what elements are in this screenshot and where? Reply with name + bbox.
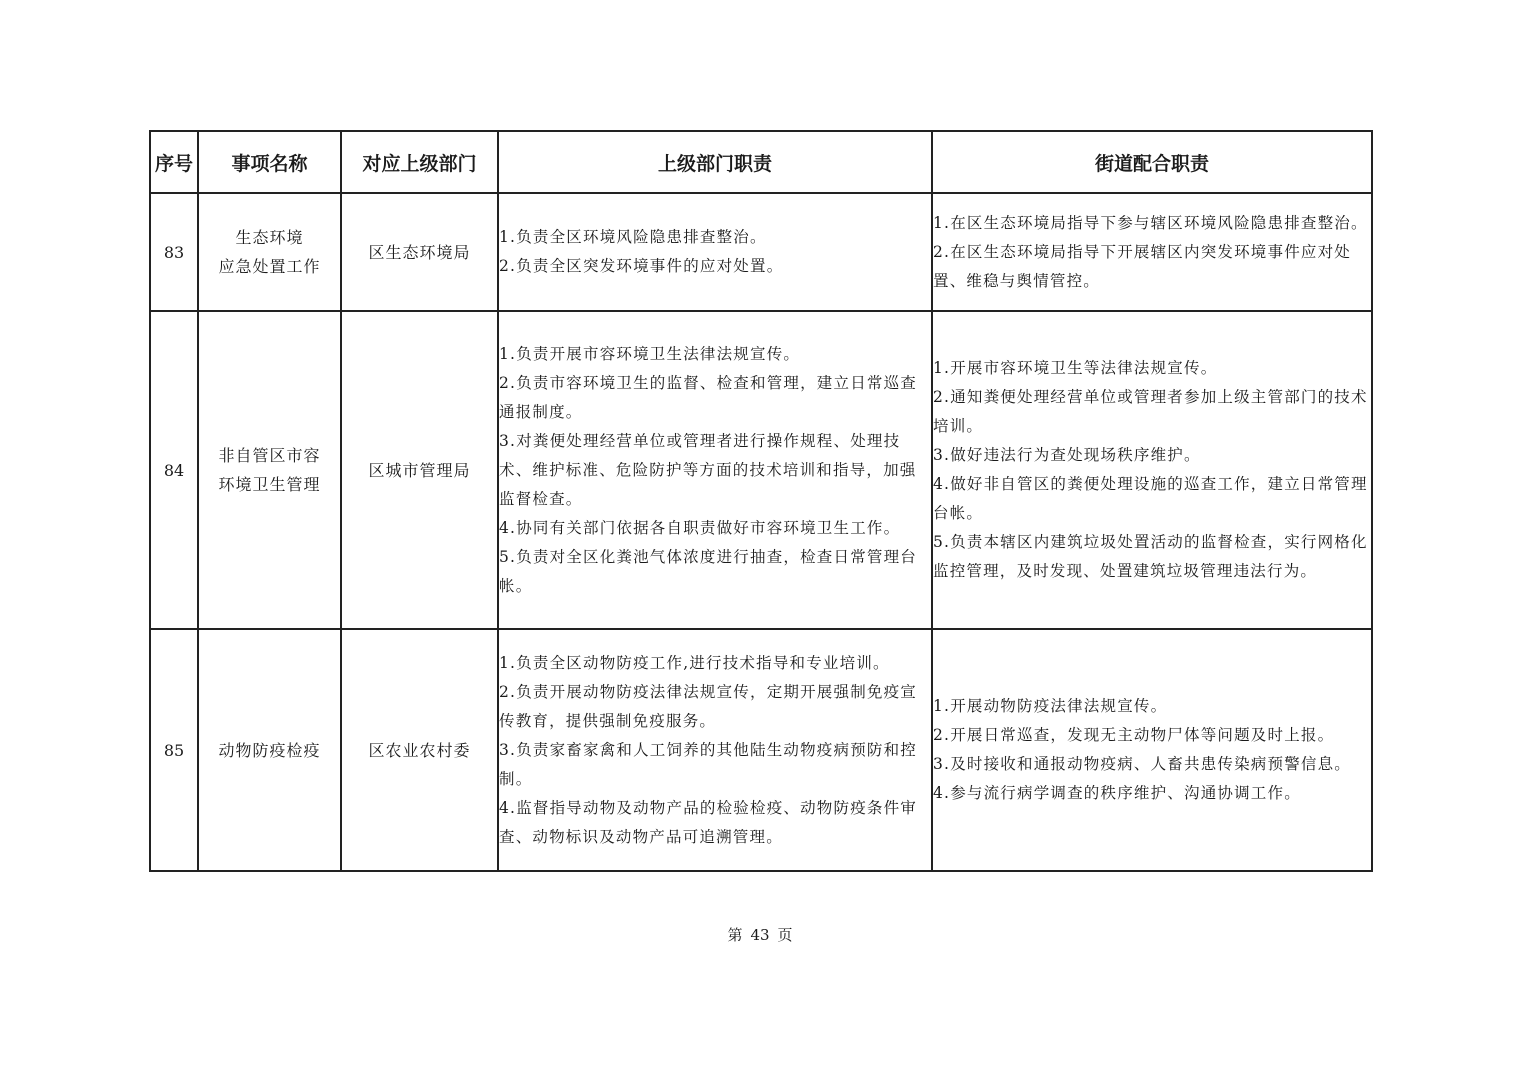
- header-no: 序号: [150, 131, 198, 193]
- row-number: 83: [150, 193, 198, 311]
- duty-line: 1.在区生态环境局指导下参与辖区环境风险隐患排查整治。: [933, 213, 1368, 232]
- upper-dept: 区农业农村委: [341, 629, 498, 871]
- duty-line: 3.对粪便处理经营单位或管理者进行操作规程、处理技术、维护标准、危险防护等方面的技术培训和指导，加强监督检查。: [499, 431, 917, 508]
- duty-line: 2.负责全区突发环境事件的应对处置。: [499, 257, 784, 275]
- upper-dept: 区生态环境局: [341, 193, 498, 311]
- street-duty: [932, 629, 1372, 871]
- item-name-line: 非自管区市容: [218, 446, 321, 465]
- duty-line: 4.做好非自管区的粪便处理设施的巡查工作，建立日常管理台帐。: [933, 475, 1368, 522]
- street-duty: [932, 193, 1372, 311]
- header-street-duty: 街道配合职责: [932, 131, 1372, 193]
- table-row: [150, 193, 1372, 311]
- duty-line: 4.参与流行病学调查的秩序维护、沟通协调工作。: [933, 784, 1301, 802]
- street-duty: [932, 311, 1372, 629]
- item-name: [198, 193, 341, 311]
- item-name-line: 应急处置工作: [218, 257, 321, 276]
- upper-duty: [498, 193, 932, 311]
- item-name: [198, 629, 341, 871]
- duty-line: 1.开展市容环境卫生等法律法规宣传。: [933, 359, 1218, 377]
- duty-line: 1.负责全区环境风险隐患排查整治。: [499, 228, 767, 246]
- upper-dept: 区城市管理局: [341, 311, 498, 629]
- item-name-line: 生态环境: [235, 228, 304, 247]
- upper-duty: [498, 629, 932, 871]
- page-prefix: 第: [727, 926, 743, 944]
- table-row: [150, 311, 1372, 629]
- item-name-line: 动物防疫检疫: [218, 740, 321, 760]
- duty-line: 3.负责家畜家禽和人工饲养的其他陆生动物疫病预防和控制。: [499, 740, 917, 788]
- duty-line: 5.负责对全区化粪池气体浓度进行抽查，检查日常管理台帐。: [499, 547, 917, 595]
- item-name-line: 环境卫生管理: [218, 475, 321, 494]
- duty-line: 2.负责开展动物防疫法律法规宣传，定期开展强制免疫宣传教育，提供强制免疫服务。: [499, 682, 917, 730]
- duty-line: 3.做好违法行为查处现场秩序维护。: [933, 446, 1201, 464]
- duty-line: 2.通知粪便处理经营单位或管理者参加上级主管部门的技术培训。: [933, 388, 1368, 435]
- duty-line: 4.监督指导动物及动物产品的检验检疫、动物防疫条件审查、动物标识及动物产品可追溯管理。: [499, 798, 917, 846]
- duty-table: [149, 130, 1373, 872]
- header-row: [150, 131, 1372, 193]
- page-number: 43: [750, 926, 770, 944]
- duty-line: 3.及时接收和通报动物疫病、人畜共患传染病预警信息。: [933, 755, 1351, 773]
- header-item-name: 事项名称: [198, 131, 341, 193]
- page-footer: [0, 924, 1520, 945]
- header-upper-dept: 对应上级部门: [341, 131, 498, 193]
- row-number: 85: [150, 629, 198, 871]
- duty-line: 1.开展动物防疫法律法规宣传。: [933, 697, 1168, 715]
- page-suffix: 页: [777, 926, 793, 944]
- duty-line: 2.负责市容环境卫生的监督、检查和管理，建立日常巡查通报制度。: [499, 373, 917, 421]
- duty-line: 1.负责全区动物防疫工作,进行技术指导和专业培训。: [499, 653, 890, 672]
- duty-line: 1.负责开展市容环境卫生法律法规宣传。: [499, 344, 801, 363]
- duty-line: 5.负责本辖区内建筑垃圾处置活动的监督检查，实行网格化监控管理，及时发现、处置建筑垃圾管理违法行为。: [933, 533, 1368, 580]
- upper-duty: [498, 311, 932, 629]
- duty-line: 4.协同有关部门依据各自职责做好市容环境卫生工作。: [499, 518, 901, 537]
- row-number: 84: [150, 311, 198, 629]
- duty-line: 2.开展日常巡查，发现无主动物尸体等问题及时上报。: [933, 726, 1335, 744]
- duty-line: 2.在区生态环境局指导下开展辖区内突发环境事件应对处置、维稳与舆情管控。: [933, 242, 1351, 290]
- table-row: [150, 629, 1372, 871]
- item-name: [198, 311, 341, 629]
- header-upper-duty: 上级部门职责: [498, 131, 932, 193]
